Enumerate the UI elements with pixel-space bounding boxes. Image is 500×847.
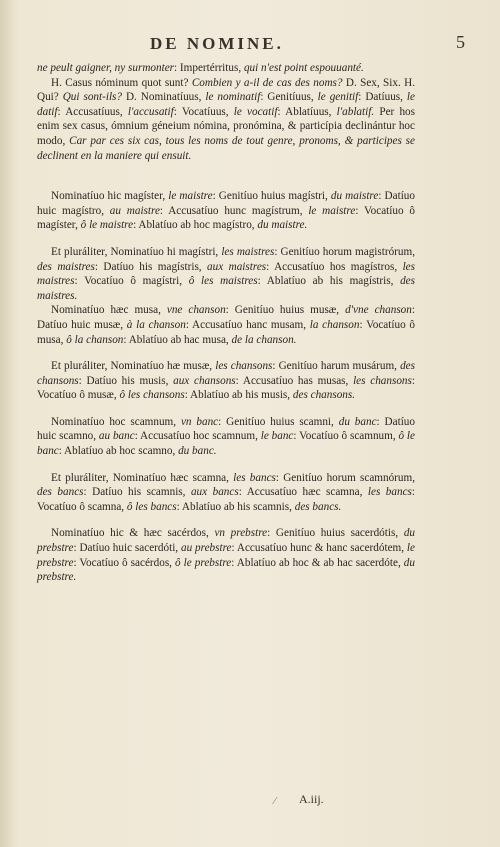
french-gloss: ô la chanson <box>66 333 124 346</box>
french-gloss: ô les maistres <box>188 275 258 288</box>
french-gloss: vn banc <box>180 415 219 428</box>
french-gloss: au banc <box>98 430 135 443</box>
french-gloss: les bancs <box>233 471 276 484</box>
french-gloss: d'vne chanson <box>345 304 412 317</box>
french-gloss: de la chanson. <box>231 333 297 346</box>
french-gloss: des bancs. <box>294 500 342 513</box>
paragraph-musa-singular <box>37 303 415 347</box>
french-gloss: les maistres <box>221 245 275 258</box>
french-gloss: les chansons <box>215 360 273 373</box>
french-gloss: des maistres. <box>37 275 415 302</box>
latin-text: : Vocatíuo ô sacérdos, <box>73 556 176 569</box>
latin-text: : Accusatíuus, <box>57 105 128 118</box>
latin-text: Nominatíuo hic & hæc sacérdos, <box>51 527 215 540</box>
latin-text: : Vocatíuo ô magíster, <box>37 204 415 232</box>
french-gloss: le banc <box>260 430 294 443</box>
paragraph-cases-question <box>37 76 415 164</box>
french-gloss: le maistre <box>308 204 356 217</box>
latin-text: : Vocatíuo ô scamnum, <box>293 430 399 443</box>
body-text <box>37 61 415 585</box>
latin-text: : Genitíuo harum musárum, <box>272 360 401 373</box>
latin-text: D. Nominatíuus, <box>125 91 206 104</box>
latin-text: : Genitíuo horum scamnórum, <box>275 471 415 484</box>
latin-text: : Ablatíuus, <box>277 105 337 118</box>
french-gloss: à la chanson <box>126 318 186 331</box>
latin-text: : Vocatíuo ô scamna, <box>37 486 416 513</box>
latin-text: : Genitíuo huius scamni, <box>218 415 339 428</box>
latin-text: : Ablatíuo ab hoc scamno, <box>58 445 179 458</box>
french-gloss: Car par ces six cas, tous les noms de tout genre, pronoms, & participes se declinent en la maniere qui ensuit. <box>37 134 416 162</box>
latin-text: : Accusatíuo hunc & hanc sacerdótem, <box>231 542 407 555</box>
french-gloss: le prebstre <box>37 542 415 569</box>
signature-mark: A.iij. <box>299 792 324 806</box>
latin-text: : Datíuo his musis, <box>78 374 174 387</box>
french-gloss: des chansons <box>37 360 415 387</box>
latin-text: Nominatíuo hæc musa, <box>51 304 167 317</box>
french-gloss: qui n'est point espouuanté. <box>243 62 364 74</box>
latin-text: H. Casus nóminum quot sunt? <box>51 76 192 89</box>
latin-text: : Genitíuo horum magistrórum, <box>274 245 416 258</box>
latin-text: : Datíuo huic scamno, <box>37 415 415 443</box>
page-number: 5 <box>456 32 465 52</box>
latin-text: : Ablatíuo ab hac musa, <box>123 333 232 346</box>
french-gloss: aux chansons <box>173 374 236 387</box>
latin-text: : Genitíuo huius musæ, <box>225 304 346 317</box>
paragraph-musa-plural <box>37 359 415 403</box>
french-gloss: le nominatif <box>205 91 261 104</box>
paragraph-continuation <box>37 61 415 76</box>
ink-mark-icon: ⁄ <box>274 796 276 807</box>
french-gloss: le vocatif <box>233 105 278 118</box>
latin-text: : Accusatíuo hoc scamnum, <box>134 430 261 443</box>
french-gloss: Combien y a-il de cas des noms? <box>191 76 346 89</box>
french-gloss: au maistre <box>109 204 160 217</box>
french-gloss: des chansons. <box>292 389 356 402</box>
latin-text: : Datíuo huic magístro, <box>37 190 415 217</box>
page-header <box>0 34 500 58</box>
latin-text: : Datíuo huic musæ, <box>37 304 415 331</box>
latin-text: : Accusatíuo hunc magístrum, <box>159 204 309 217</box>
paragraph-magister-plural <box>37 245 415 303</box>
latin-text: : Accusatíuo hos magístros, <box>266 260 403 273</box>
french-gloss: du banc <box>338 415 377 428</box>
french-gloss: Qui sont-ils? <box>62 91 126 104</box>
french-gloss: aux maistres <box>207 260 267 273</box>
latin-text: : Datíuus, <box>358 91 407 104</box>
latin-text: : Ablatíuo ab his magístris, <box>257 275 401 288</box>
french-gloss: ô le maistre <box>80 219 134 232</box>
french-gloss: du maistre. <box>257 219 308 232</box>
latin-text: : Datíuo his scamnis, <box>83 486 191 499</box>
latin-text: : Ablatíuo ab his scamnis, <box>176 500 295 513</box>
french-gloss: aux bancs <box>190 486 239 499</box>
french-gloss: le maistre <box>168 190 213 203</box>
french-gloss: l'ablatif. <box>336 105 375 118</box>
french-gloss: les chansons <box>353 374 412 387</box>
latin-text: Et pluráliter, Nominatíuo hi magístri, <box>51 245 222 258</box>
latin-text: : Genitíuus, <box>260 91 318 104</box>
latin-text: : Ablatíuo ab hoc & ab hac sacerdóte, <box>231 556 404 569</box>
french-gloss: du banc. <box>178 445 217 458</box>
french-gloss: vne chanson <box>166 304 226 317</box>
french-gloss: le datif <box>37 91 415 118</box>
latin-text: Nominatíuo hoc scamnum, <box>51 415 181 428</box>
french-gloss: ô les chansons <box>119 389 185 402</box>
latin-text: : Vocatíuus, <box>173 105 234 118</box>
latin-text: : Genitíuo huius sacerdótis, <box>267 527 404 540</box>
running-title: DE NOMINE. <box>150 34 284 53</box>
paragraph-scamnum-singular <box>37 415 415 459</box>
latin-text: : Datíuo his magístris, <box>94 260 208 273</box>
french-gloss: la chanson <box>309 318 360 331</box>
latin-text: : Genitíuo huius magístri, <box>212 190 331 203</box>
latin-text: : Ablatíuo ab his musis, <box>184 389 293 402</box>
latin-text: D. Sex, Six. H. Qui? <box>37 76 415 104</box>
latin-text: Et pluráliter, Nominatíuo hæ musæ, <box>51 360 216 373</box>
french-gloss: ô le prebstre <box>175 556 232 569</box>
latin-text: Et pluráliter, Nominatíuo hæc scamna, <box>51 471 234 484</box>
french-gloss: l'accusatif <box>127 105 174 118</box>
french-gloss: vn prebstre <box>214 527 268 540</box>
french-gloss: le genitif <box>317 91 359 104</box>
paragraph-scamnum-plural <box>37 471 415 515</box>
latin-text: Nominatíuo hic magíster, <box>51 190 169 203</box>
latin-text: : Accusatíuo has musas, <box>235 374 354 387</box>
paragraph-magister-singular <box>37 189 415 233</box>
paragraph-sacerdos <box>37 526 415 584</box>
french-gloss: des maistres <box>37 260 95 273</box>
french-gloss: du prebstre <box>37 527 415 555</box>
latin-text: : Vocatíuo ô magístri, <box>74 275 189 288</box>
french-gloss: du maistre <box>330 190 379 203</box>
french-gloss: ô le banc <box>37 430 416 458</box>
latin-text: : Vocatíuo ô musa, <box>37 318 415 346</box>
french-gloss: les bancs <box>367 486 412 499</box>
french-gloss: ne peult gaigner, ny surmonter <box>37 62 175 74</box>
french-gloss: du prebstre. <box>37 556 415 584</box>
latin-text: : Accusatíuo hanc musam, <box>185 318 310 331</box>
latin-text: : Datíuo huic sacerdóti, <box>73 542 181 555</box>
latin-text: : Vocatíuo ô musæ, <box>37 374 415 402</box>
latin-text: : Accusatíuo hæc scamna, <box>238 486 368 499</box>
french-gloss: des bancs <box>37 486 84 499</box>
french-gloss: au prebstre <box>180 542 232 555</box>
latin-text: Per hos enim sex casus, ómnium géneium nómina, pronómina, & particípia declinántur hoc modo, <box>37 105 415 147</box>
french-gloss: ô les bancs <box>126 500 177 513</box>
latin-text: : Ablatíuo ab hoc magístro, <box>133 219 258 232</box>
french-gloss: les maistres <box>37 260 415 288</box>
latin-text: : Impertérritus, <box>174 62 244 74</box>
page-footer <box>0 792 500 812</box>
